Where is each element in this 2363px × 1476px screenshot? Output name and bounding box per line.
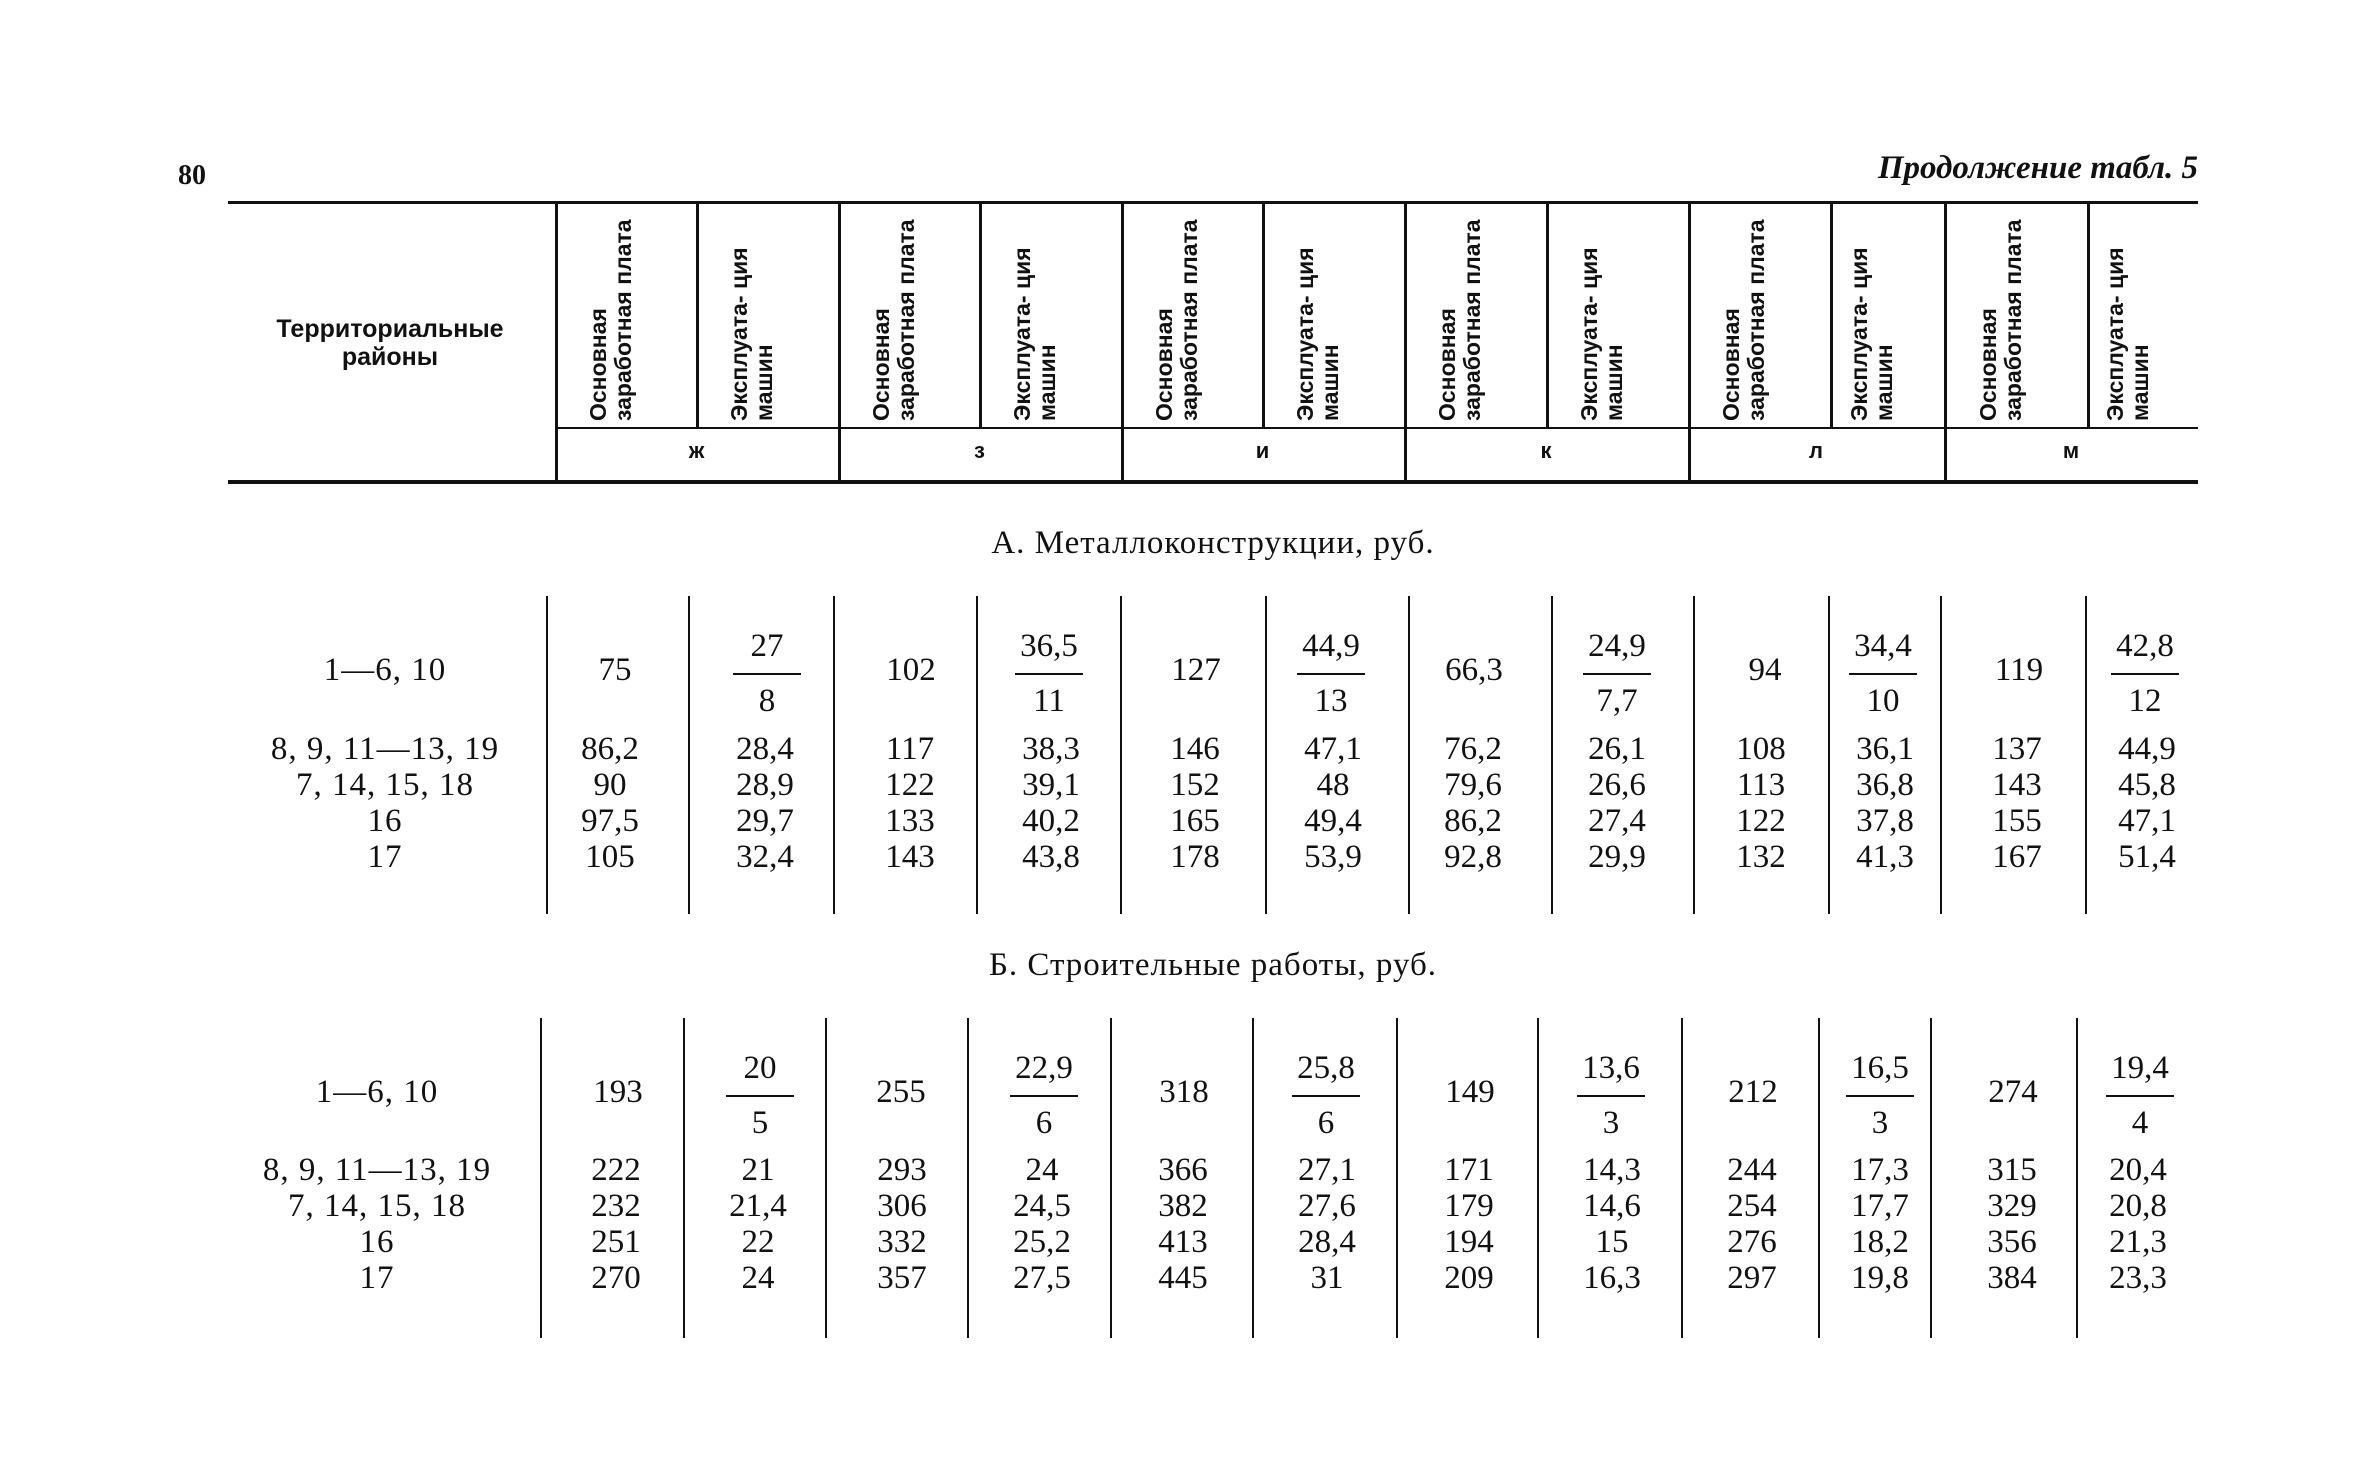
machine-cost-fraction xyxy=(727,628,807,720)
machine-cost-value: 48 xyxy=(1316,767,1350,803)
machine-cost-value: 39,1 xyxy=(1022,767,1080,803)
machine-cost-value: 44,9 xyxy=(2118,731,2176,767)
machine-cost-value: 26,1 xyxy=(1588,731,1646,767)
table-column-divider xyxy=(540,1018,542,1338)
group-letter: к xyxy=(1540,438,1552,463)
machine-cost-fraction xyxy=(720,1050,800,1142)
region-label: 17 xyxy=(359,1260,395,1296)
header-column-divider xyxy=(1688,204,1691,480)
machine-cost-value: 17,7 xyxy=(1851,1188,1909,1224)
base-wage-value: 94 xyxy=(1748,652,1782,688)
fraction-numerator: 13,6 xyxy=(1582,1050,1640,1086)
base-wage-value: 108 xyxy=(1736,731,1786,767)
machine-cost-value: 18,2 xyxy=(1851,1224,1909,1260)
base-wage-value: 152 xyxy=(1170,767,1220,803)
header-base-wage: Основная заработная плата xyxy=(867,219,919,421)
fraction-numerator: 19,4 xyxy=(2111,1050,2169,1086)
machine-cost-value: 37,8 xyxy=(1856,803,1914,839)
header-column-divider xyxy=(1121,204,1124,480)
base-wage-value: 97,5 xyxy=(581,803,639,839)
base-wage-value: 413 xyxy=(1158,1224,1208,1260)
machine-cost-value: 16,3 xyxy=(1583,1260,1641,1296)
table-column-divider xyxy=(1408,596,1410,914)
machine-cost-value: 24 xyxy=(741,1260,775,1296)
base-wage-value: 244 xyxy=(1727,1152,1777,1188)
header-machine-operation: Эксплуата- ция машин xyxy=(1846,247,1897,421)
base-wage-value: 165 xyxy=(1170,803,1220,839)
machine-cost-value: 27,6 xyxy=(1298,1188,1356,1224)
fraction-bar xyxy=(1849,673,1917,675)
fraction-numerator: 44,9 xyxy=(1302,628,1360,664)
base-wage-value: 117 xyxy=(885,731,935,767)
base-wage-value: 356 xyxy=(1987,1224,2037,1260)
machine-cost-fraction xyxy=(2100,1050,2180,1142)
machine-cost-fraction xyxy=(1843,628,1923,720)
machine-cost-value: 14,6 xyxy=(1583,1188,1641,1224)
machine-cost-value: 21 xyxy=(741,1152,775,1188)
base-wage-value: 90 xyxy=(593,767,627,803)
group-letter: з xyxy=(974,438,985,463)
header-column-divider xyxy=(1546,204,1549,427)
machine-cost-value: 25,2 xyxy=(1013,1224,1071,1260)
table-column-divider xyxy=(683,1018,685,1338)
base-wage-value: 270 xyxy=(591,1260,641,1296)
fraction-denominator: 13 xyxy=(1314,683,1348,719)
fraction-denominator: 5 xyxy=(751,1105,769,1141)
fraction-denominator: 7,7 xyxy=(1596,683,1638,719)
machine-cost-value: 28,4 xyxy=(1298,1224,1356,1260)
machine-cost-value: 31 xyxy=(1310,1260,1344,1296)
table-column-divider xyxy=(976,596,978,914)
table-column-divider xyxy=(1120,596,1122,914)
machine-cost-value: 17,3 xyxy=(1851,1152,1909,1188)
base-wage-value: 274 xyxy=(1988,1074,2038,1110)
base-wage-value: 143 xyxy=(1992,767,2042,803)
header-column-divider xyxy=(1404,204,1407,480)
base-wage-value: 119 xyxy=(1994,652,2044,688)
fraction-denominator: 6 xyxy=(1035,1105,1053,1141)
table-column-divider xyxy=(1252,1018,1254,1338)
table-column-divider xyxy=(1110,1018,1112,1338)
region-label: 7, 14, 15, 18 xyxy=(288,1188,466,1224)
fraction-bar xyxy=(1292,1095,1360,1097)
fraction-bar xyxy=(1846,1095,1914,1097)
group-letter: и xyxy=(1255,438,1270,463)
fraction-numerator: 36,5 xyxy=(1020,628,1078,664)
table-column-divider xyxy=(1537,1018,1539,1338)
base-wage-value: 75 xyxy=(598,652,632,688)
base-wage-value: 122 xyxy=(885,767,935,803)
fraction-denominator: 12 xyxy=(2128,683,2162,719)
machine-cost-fraction xyxy=(1286,1050,1366,1142)
base-wage-value: 212 xyxy=(1728,1074,1778,1110)
table-column-divider xyxy=(1551,596,1553,914)
region-label: 17 xyxy=(367,839,403,875)
machine-cost-value: 32,4 xyxy=(736,839,794,875)
machine-cost-fraction xyxy=(1009,628,1089,720)
machine-cost-value: 29,7 xyxy=(736,803,794,839)
base-wage-value: 86,2 xyxy=(581,731,639,767)
fraction-bar xyxy=(2111,673,2179,675)
fraction-denominator: 3 xyxy=(1602,1105,1620,1141)
header-machine-operation: Эксплуата- ция машин xyxy=(1009,247,1060,421)
base-wage-value: 329 xyxy=(1987,1188,2037,1224)
machine-cost-value: 43,8 xyxy=(1022,839,1080,875)
header-column-divider xyxy=(1944,204,1947,480)
machine-cost-fraction xyxy=(1840,1050,1920,1142)
fraction-numerator: 34,4 xyxy=(1854,628,1912,664)
machine-cost-value: 19,8 xyxy=(1851,1260,1909,1296)
header-machine-operation: Эксплуата- ция машин xyxy=(1292,247,1343,421)
fraction-numerator: 25,8 xyxy=(1297,1050,1355,1086)
table-column-divider xyxy=(1265,596,1267,914)
header-base-wage: Основная заработная плата xyxy=(1974,219,2026,421)
base-wage-value: 194 xyxy=(1444,1224,1494,1260)
base-wage-value: 382 xyxy=(1158,1188,1208,1224)
base-wage-value: 92,8 xyxy=(1444,839,1502,875)
header-base-wage: Основная заработная плата xyxy=(1434,219,1485,421)
group-letter: ж xyxy=(688,438,705,463)
fraction-numerator: 22,9 xyxy=(1015,1050,1073,1086)
base-wage-value: 167 xyxy=(1992,839,2042,875)
header-column-divider xyxy=(1830,204,1833,427)
table-column-divider xyxy=(1681,1018,1683,1338)
machine-cost-value: 14,3 xyxy=(1583,1152,1641,1188)
section-title-a: А. Металлоконструкции, руб. xyxy=(991,525,1435,561)
table-column-divider xyxy=(688,596,690,914)
fraction-denominator: 4 xyxy=(2131,1105,2149,1141)
header-machine-operation: Эксплуата- ция машин xyxy=(726,247,777,421)
base-wage-value: 384 xyxy=(1987,1260,2037,1296)
machine-cost-value: 22 xyxy=(741,1224,775,1260)
machine-cost-value: 21,4 xyxy=(729,1188,787,1224)
header-column-divider xyxy=(555,204,558,480)
header-base-wage: Основная заработная плата xyxy=(584,219,636,421)
base-wage-value: 232 xyxy=(591,1188,641,1224)
base-wage-value: 193 xyxy=(593,1074,643,1110)
machine-cost-fraction xyxy=(2105,628,2185,720)
base-wage-value: 306 xyxy=(877,1188,927,1224)
base-wage-value: 297 xyxy=(1727,1260,1777,1296)
machine-cost-value: 36,1 xyxy=(1856,731,1914,767)
section-title-b: Б. Строительные работы, руб. xyxy=(988,947,1438,983)
base-wage-value: 318 xyxy=(1159,1074,1209,1110)
fraction-bar xyxy=(733,673,801,675)
machine-cost-value: 27,1 xyxy=(1298,1152,1356,1188)
machine-cost-fraction xyxy=(1571,1050,1651,1142)
machine-cost-value: 28,4 xyxy=(736,731,794,767)
machine-cost-value: 27,4 xyxy=(1588,803,1646,839)
table-column-divider xyxy=(1693,596,1695,914)
region-label: 8, 9, 11—13, 19 xyxy=(262,1152,492,1188)
header-group-rule xyxy=(555,427,2198,429)
fraction-numerator: 24,9 xyxy=(1588,628,1646,664)
machine-cost-value: 45,8 xyxy=(2118,767,2176,803)
machine-cost-value: 28,9 xyxy=(736,767,794,803)
base-wage-value: 293 xyxy=(877,1152,927,1188)
base-wage-value: 122 xyxy=(1736,803,1786,839)
machine-cost-value: 36,8 xyxy=(1856,767,1914,803)
header-column-divider xyxy=(2087,204,2090,427)
table-continuation-caption: Продолжение табл. 5 xyxy=(1877,150,2198,186)
base-wage-value: 178 xyxy=(1170,839,1220,875)
region-label: 1—6, 10 xyxy=(323,652,447,688)
base-wage-value: 132 xyxy=(1736,839,1786,875)
machine-cost-value: 21,3 xyxy=(2109,1224,2167,1260)
page-number: 80 xyxy=(178,160,206,191)
base-wage-value: 79,6 xyxy=(1444,767,1502,803)
machine-cost-value: 47,1 xyxy=(2118,803,2176,839)
machine-cost-value: 53,9 xyxy=(1304,839,1362,875)
base-wage-value: 86,2 xyxy=(1444,803,1502,839)
header-base-wage: Основная заработная плата xyxy=(1718,219,1769,421)
fraction-denominator: 8 xyxy=(758,683,776,719)
header-column-divider xyxy=(696,204,699,427)
fraction-bar xyxy=(1010,1095,1078,1097)
header-machine-operation: Эксплуата- ция машин xyxy=(1576,247,1627,421)
machine-cost-value: 24 xyxy=(1025,1152,1059,1188)
machine-cost-value: 38,3 xyxy=(1022,731,1080,767)
fraction-bar xyxy=(1297,673,1365,675)
machine-cost-fraction xyxy=(1577,628,1657,720)
base-wage-value: 143 xyxy=(885,839,935,875)
header-column-divider xyxy=(1262,204,1265,427)
fraction-numerator: 27 xyxy=(750,628,784,664)
base-wage-value: 222 xyxy=(591,1152,641,1188)
group-letter: м xyxy=(2062,438,2080,463)
base-wage-value: 105 xyxy=(585,839,635,875)
fraction-denominator: 3 xyxy=(1871,1105,1889,1141)
table-column-divider xyxy=(833,596,835,914)
machine-cost-value: 41,3 xyxy=(1856,839,1914,875)
header-bottom-rule xyxy=(228,480,2198,484)
base-wage-value: 179 xyxy=(1444,1188,1494,1224)
fraction-denominator: 10 xyxy=(1866,683,1900,719)
region-label: 16 xyxy=(359,1224,395,1260)
machine-cost-fraction xyxy=(1004,1050,1084,1142)
machine-cost-value: 23,3 xyxy=(2109,1260,2167,1296)
fraction-bar xyxy=(1583,673,1651,675)
machine-cost-value: 26,6 xyxy=(1588,767,1646,803)
base-wage-value: 146 xyxy=(1170,731,1220,767)
base-wage-value: 332 xyxy=(877,1224,927,1260)
fraction-denominator: 11 xyxy=(1033,683,1065,719)
header-column-divider xyxy=(979,204,982,427)
fraction-numerator: 20 xyxy=(743,1050,777,1086)
base-wage-value: 251 xyxy=(591,1224,641,1260)
machine-cost-value: 24,5 xyxy=(1013,1188,1071,1224)
region-label: 16 xyxy=(367,803,403,839)
machine-cost-value: 27,5 xyxy=(1013,1260,1071,1296)
machine-cost-value: 20,8 xyxy=(2109,1188,2167,1224)
base-wage-value: 102 xyxy=(886,652,936,688)
base-wage-value: 66,3 xyxy=(1445,652,1503,688)
base-wage-value: 149 xyxy=(1445,1074,1495,1110)
table-column-divider xyxy=(825,1018,827,1338)
fraction-bar xyxy=(2106,1095,2174,1097)
base-wage-value: 254 xyxy=(1727,1188,1777,1224)
group-letter: л xyxy=(1809,438,1823,463)
header-top-rule xyxy=(228,201,2198,204)
base-wage-value: 137 xyxy=(1992,731,2042,767)
base-wage-value: 315 xyxy=(1987,1152,2037,1188)
region-label: 8, 9, 11—13, 19 xyxy=(270,731,500,767)
base-wage-value: 357 xyxy=(877,1260,927,1296)
region-label: 7, 14, 15, 18 xyxy=(296,767,474,803)
header-column-divider xyxy=(838,204,841,480)
header-territorial-regions: Территориальные районы xyxy=(276,315,504,371)
fraction-denominator: 6 xyxy=(1317,1105,1335,1141)
base-wage-value: 76,2 xyxy=(1444,731,1502,767)
base-wage-value: 209 xyxy=(1444,1260,1494,1296)
base-wage-value: 155 xyxy=(1992,803,2042,839)
machine-cost-value: 51,4 xyxy=(2118,839,2176,875)
base-wage-value: 445 xyxy=(1158,1260,1208,1296)
fraction-bar xyxy=(726,1095,794,1097)
fraction-bar xyxy=(1577,1095,1645,1097)
base-wage-value: 171 xyxy=(1444,1152,1494,1188)
base-wage-value: 276 xyxy=(1727,1224,1777,1260)
base-wage-value: 133 xyxy=(885,803,935,839)
table-column-divider xyxy=(546,596,548,914)
base-wage-value: 113 xyxy=(1736,767,1786,803)
machine-cost-value: 20,4 xyxy=(2109,1152,2167,1188)
machine-cost-value: 40,2 xyxy=(1022,803,1080,839)
header-machine-operation: Эксплуата- ция машин xyxy=(2101,247,2153,421)
base-wage-value: 255 xyxy=(876,1074,926,1110)
base-wage-value: 127 xyxy=(1171,652,1221,688)
machine-cost-value: 15 xyxy=(1595,1224,1629,1260)
fraction-numerator: 16,5 xyxy=(1851,1050,1909,1086)
machine-cost-value: 47,1 xyxy=(1304,731,1362,767)
fraction-bar xyxy=(1015,673,1083,675)
table-column-divider xyxy=(967,1018,969,1338)
header-base-wage: Основная заработная плата xyxy=(1150,219,1202,421)
fraction-numerator: 42,8 xyxy=(2116,628,2174,664)
machine-cost-value: 29,9 xyxy=(1588,839,1646,875)
machine-cost-fraction xyxy=(1291,628,1371,720)
region-label: 1—6, 10 xyxy=(315,1074,439,1110)
base-wage-value: 366 xyxy=(1158,1152,1208,1188)
table-column-divider xyxy=(1396,1018,1398,1338)
machine-cost-value: 49,4 xyxy=(1304,803,1362,839)
